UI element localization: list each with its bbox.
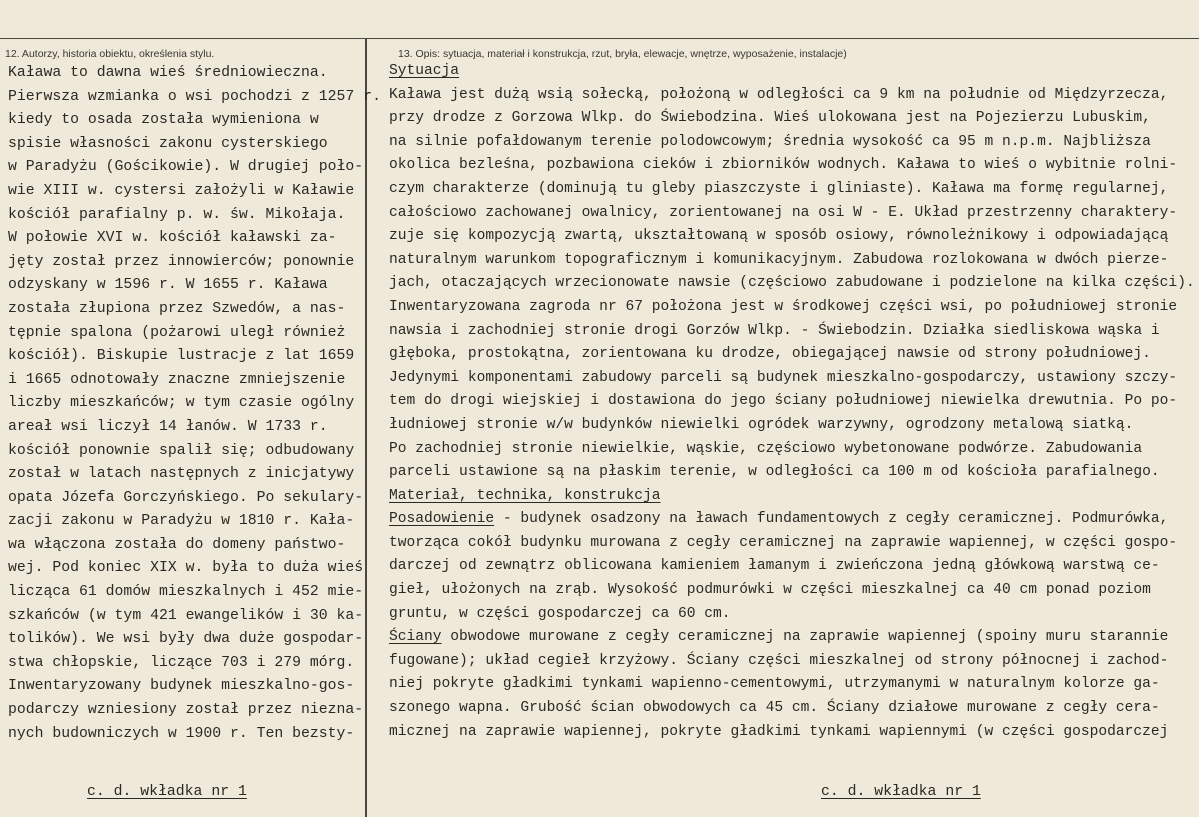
- column-divider: [365, 38, 367, 817]
- description-text-line: [389, 84, 1197, 108]
- history-text-line: stwa chłopskie, liczące 703 i 279 mórg.: [8, 654, 355, 671]
- history-text-line: areał wsi liczył 14 łanów. W 1733 r.: [8, 418, 328, 435]
- history-text-line: zacji zakonu w Paradyżu w 1810 r. Kała-: [8, 513, 355, 530]
- description-text-line: [389, 461, 1197, 485]
- history-text-line: wie XIII w. cystersi założyli w Kaławie: [8, 182, 355, 199]
- history-text-line: szkańców (w tym 421 ewangelików i 30 ka-: [8, 607, 364, 624]
- history-text-line: nych budowniczych w 1900 r. Ten bezsty-: [8, 725, 355, 742]
- right-column-header: 13. Opis: sytuacja, materiał i konstrukcja, rzut, bryła, elewacje, wnętrze, wyposażenie, instalacje): [398, 48, 847, 60]
- left-column-header: 12. Autorzy, historia obiektu, określenia stylu.: [5, 48, 215, 60]
- description-text-line: [389, 107, 1197, 131]
- line-text: tworząca cokół budynku murowana z cegły ceramicznej na zaprawie wapiennej, w części gospo-: [389, 534, 1178, 551]
- line-text: parceli ustawione są na płaskim terenie, w odległości ca 100 m od kościoła parafialnego.: [389, 464, 1160, 481]
- description-text-line: [389, 555, 1197, 579]
- history-text-line: i 1665 odnotowały znaczne zmniejszenie: [8, 371, 346, 388]
- description-text-line: [389, 367, 1197, 391]
- line-text: całościowo zachowanej owalnicy, zorientowanej na osi W - E. Układ przestrzenny charaktery-: [389, 204, 1178, 221]
- line-text: okolica bezleśna, pozbawiona cieków i zbiorników wodnych. Kaława to wieś o wybitnie rolni-: [389, 157, 1178, 174]
- line-text: darczej od zewnątrz oblicowana kamieniem łamanym i zwieńczona jedną główkową warstwą ce-: [389, 558, 1160, 575]
- history-text-line: został w latach następnych z inicjatywy: [8, 466, 355, 483]
- section-heading-text: Sytuacja: [389, 63, 460, 79]
- history-text-line: podarczy wzniesiony został przez niezna-: [8, 702, 364, 719]
- description-text-line: [389, 272, 1197, 296]
- history-text-line: tolików). We wsi były dwa duże gospodar-: [8, 631, 364, 648]
- description-text-line: [389, 438, 1197, 462]
- history-text-line: wa włączona została do domeny państwo-: [8, 536, 346, 553]
- right-continuation-note: c. d. wkładka nr 1: [821, 784, 981, 800]
- history-text-line: tępnie spalona (pożarowi uległ również: [8, 324, 346, 341]
- line-text: szonego wapna. Grubość ścian obwodowych ca 45 cm. Ściany działowe murowane z cegły cera-: [389, 700, 1160, 717]
- paragraph-lead-term: Ściany: [389, 629, 442, 646]
- description-text-line: [389, 673, 1197, 697]
- line-text: na silnie pofałdowanym terenie polodowcowym; średnia wysokość ca 95 m n.p.m. Najbliższa: [389, 133, 1151, 150]
- history-text-line: jęty został przez innowierców; ponownie: [8, 253, 355, 270]
- description-text-line: [389, 603, 1197, 627]
- section-heading: [389, 485, 1197, 509]
- description-text-line: [389, 414, 1197, 438]
- history-text-line: licząca 61 domów mieszkalnych i 452 mie-: [8, 584, 364, 601]
- line-text: nawsia i zachodniej stronie drogi Gorzów Wlkp. - Świebodzin. Działka siedliskowa wąska i: [389, 322, 1160, 339]
- history-text-line: Inwentaryzowany budynek mieszkalno-gos-: [8, 678, 355, 695]
- description-text-line: [389, 343, 1197, 367]
- description-text-line: [389, 508, 1197, 532]
- line-text: Jedynymi komponentami zabudowy parceli są budynek mieszkalno-gospodarczy, ustawiony szczy-: [389, 369, 1178, 386]
- history-text-line: kościół ponownie spalił się; odbudowany: [8, 442, 355, 459]
- line-text: - budynek osadzony na ławach fundamentowych z cegły ceramicznej. Podmurówka,: [494, 511, 1169, 528]
- section-heading-text: Materiał, technika, konstrukcja: [389, 487, 661, 504]
- section-heading: [389, 60, 1197, 84]
- line-text: micznej na zaprawie wapiennej, pokryte gładkimi tynkami wapiennymi (w części gospodarczej: [389, 723, 1169, 740]
- history-text-line: kościół parafialny p. w. św. Mikołaja.: [8, 206, 346, 223]
- history-text-line: odzyskany w 1596 r. W 1655 r. Kaława: [8, 277, 328, 294]
- history-column: [8, 62, 381, 746]
- history-text-line: liczby mieszkańców; w tym czasie ogólny: [8, 395, 355, 412]
- history-text-line: Kaława to dawna wieś średniowieczna.: [8, 65, 328, 81]
- description-text-line: [389, 296, 1197, 320]
- top-rule: [0, 38, 1199, 39]
- history-text-line: wej. Pod koniec XIX w. była to duża wieś: [8, 560, 364, 577]
- description-text-line: [389, 249, 1197, 273]
- history-text-line: spisie własności zakonu cysterskiego: [8, 135, 328, 152]
- description-text-line: [389, 532, 1197, 556]
- line-text: gruntu, w części gospodarczej ca 60 cm.: [389, 605, 731, 622]
- description-text-line: [389, 178, 1197, 202]
- line-text: czym charakterze (dominują tu gleby piaszczyste i gliniaste). Kaława ma formę regularnej,: [389, 180, 1169, 197]
- description-text-line: [389, 697, 1197, 721]
- description-text-line: [389, 650, 1197, 674]
- description-text-line: [389, 154, 1197, 178]
- history-text-line: kościół). Biskupie lustracje z lat 1659: [8, 348, 355, 365]
- line-text: przy drodze z Gorzowa Wlkp. do Świebodzina. Wieś ulokowana jest na Pojezierzu Lubuskim,: [389, 110, 1151, 127]
- line-text: łudniowej stronie w/w budynków niewielki ogródek warzywny, ogrodzony metalową siatką.: [389, 416, 1134, 433]
- paragraph-lead-term: Posadowienie: [389, 511, 495, 528]
- line-text: zuje się kompozycją zwartą, ukształtowaną w sposób osiowy, równoleżnikowy i odpowiadającą: [389, 228, 1169, 245]
- history-text-line: opata Józefa Gorczyńskiego. Po sekulary-: [8, 489, 364, 506]
- line-text: jach, otaczających wrzecionowate nawsie (częściowo zabudowane i podzielone na kilka części).: [389, 275, 1195, 292]
- line-text: gieł, ułożonych na zrąb. Wysokość podmurówki w części mieszkalnej ca 40 cm ponad poziom: [389, 582, 1151, 599]
- history-text-line: W połowie XVI w. kościół kaławski za-: [8, 230, 337, 247]
- history-text-line: kiedy to osada została wymieniona w: [8, 112, 319, 129]
- description-column: [389, 60, 1197, 744]
- description-text-line: [389, 721, 1197, 745]
- line-text: fugowane); układ cegieł krzyżowy. Ściany części mieszkalnej od strony północnej i zachod-: [389, 652, 1169, 669]
- line-text: tem do drogi wiejskiej i dostawiona do jego ściany południowej niewielka drewutnia. Po po-: [389, 393, 1178, 410]
- history-text-line: Pierwsza wzmianka o wsi pochodzi z 1257 r.: [8, 88, 381, 105]
- history-text-line: w Paradyżu (Gościkowie). W drugiej poło-: [8, 159, 364, 176]
- description-text-line: [389, 626, 1197, 650]
- line-text: naturalnym warunkom topograficznym i komunikacyjnym. Zabudowa rozlokowana w dwóch pierze-: [389, 251, 1169, 268]
- line-text: obwodowe murowane z cegły ceramicznej na zaprawie wapiennej (spoiny muru starannie: [441, 629, 1169, 646]
- description-text-line: [389, 390, 1197, 414]
- description-text-line: [389, 202, 1197, 226]
- line-text: głęboka, prostokątna, zorientowana ku drodze, obiegającej nawsie od strony południowej.: [389, 346, 1151, 363]
- description-text-line: [389, 320, 1197, 344]
- description-text-line: [389, 131, 1197, 155]
- left-continuation-note: c. d. wkładka nr 1: [87, 784, 247, 800]
- line-text: Inwentaryzowana zagroda nr 67 położona jest w środkowej części wsi, po południowej stronie: [389, 298, 1178, 315]
- line-text: Kaława jest dużą wsią sołecką, położoną w odległości ca 9 km na południe od Międzyrzecza,: [389, 86, 1169, 103]
- description-text-line: [389, 579, 1197, 603]
- description-text-line: [389, 225, 1197, 249]
- line-text: niej pokryte gładkimi tynkami wapienno-cementowymi, utrzymanymi w naturalnym kolorze ga-: [389, 676, 1160, 693]
- line-text: Po zachodniej stronie niewielkie, wąskie, częściowo wybetonowane podwórze. Zabudowania: [389, 440, 1143, 457]
- history-text-line: została złupiona przez Szwedów, a nas-: [8, 300, 346, 317]
